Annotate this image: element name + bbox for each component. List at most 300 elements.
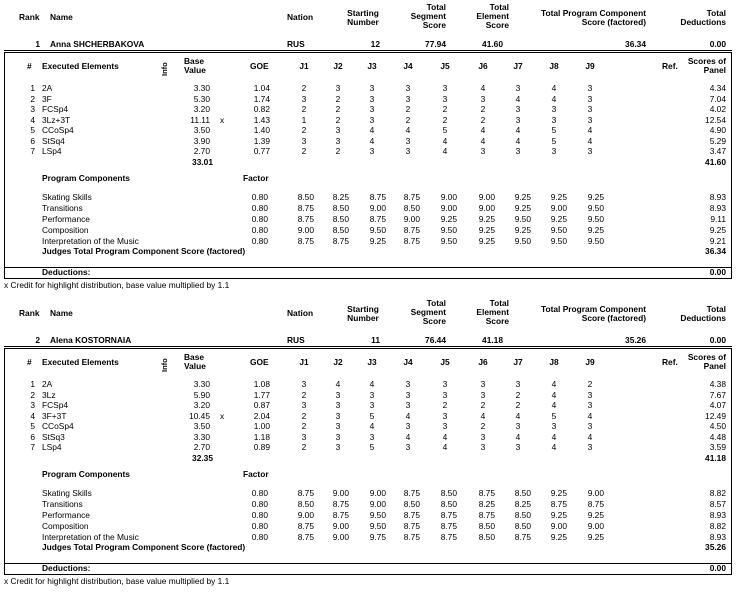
goe-value: 2.04 [253, 410, 270, 421]
component-factor: 0.80 [251, 510, 268, 520]
total-element-score-header: Total [489, 298, 509, 308]
judge-mark: 2 [480, 104, 486, 114]
judge-header: J5 [440, 61, 450, 71]
judge-header: J6 [478, 61, 488, 71]
component-judge-mark: 8.75 [369, 192, 386, 202]
goe-value: 1.08 [253, 379, 270, 389]
component-judge-mark: 9.25 [478, 236, 495, 246]
component-judge-mark: 8.50 [478, 532, 495, 542]
component-score: 8.93 [709, 510, 726, 520]
component-judge-mark: 8.75 [297, 203, 314, 213]
judge-mark: 4 [515, 93, 521, 104]
base-value-total: 33.01 [192, 156, 213, 167]
component-judge-mark: 9.25 [514, 225, 531, 235]
component-judge-mark: 8.75 [332, 499, 349, 509]
component-factor: 0.80 [251, 236, 268, 246]
judge-mark: 2 [301, 146, 307, 156]
judge-mark: 3 [405, 146, 411, 156]
element-number: 7 [30, 442, 35, 452]
component-score: 8.93 [709, 203, 726, 213]
judge-header: J9 [585, 61, 595, 71]
component-name: Performance [42, 214, 90, 224]
component-judge-mark: 8.75 [297, 488, 314, 498]
component-judge-mark: 9.25 [369, 236, 386, 246]
component-name: Skating Skills [42, 488, 92, 498]
scores-of-panel-header: Scores of [687, 56, 726, 66]
total-element-score: 41.18 [482, 335, 503, 345]
component-judge-mark: 8.75 [403, 225, 420, 235]
judge-header: J7 [513, 61, 523, 71]
judge-mark: 4 [480, 410, 486, 421]
component-factor: 0.80 [251, 214, 268, 224]
panel-score: 7.04 [709, 93, 726, 104]
component-factor: 0.80 [251, 225, 268, 235]
element-number: 3 [30, 104, 35, 114]
judge-mark: 4 [369, 135, 375, 146]
component-judge-mark: 8.75 [403, 532, 420, 542]
component-factor: 0.80 [251, 532, 268, 542]
judge-mark: 5 [369, 410, 375, 421]
component-judge-mark: 9.25 [587, 510, 604, 520]
goe-value: 0.77 [253, 146, 270, 156]
component-judge-mark: 9.75 [369, 532, 386, 542]
judges-total-pcs-value: 36.34 [705, 246, 726, 256]
total-pcs-header: Score (factored) [581, 313, 646, 323]
goe-value: 0.89 [253, 442, 270, 452]
element-number: 6 [30, 431, 35, 442]
component-score: 8.82 [709, 488, 726, 498]
component-judge-mark: 8.75 [514, 532, 531, 542]
judge-mark: 3 [405, 93, 411, 104]
scores-of-panel-header: Panel [703, 65, 726, 75]
panel-score: 4.48 [709, 431, 726, 442]
component-name: Interpretation of the Music [42, 532, 139, 542]
judge-mark: 3 [480, 146, 486, 156]
element-number: 4 [30, 410, 35, 421]
judge-mark: 4 [551, 93, 557, 104]
element-name: 3Lz+3T [42, 114, 71, 125]
component-name: Skating Skills [42, 192, 92, 202]
judge-mark: 5 [551, 125, 557, 135]
judge-mark: 4 [442, 442, 448, 452]
executed-elements-header: Executed Elements [42, 61, 119, 71]
judge-mark: 2 [515, 389, 521, 400]
judge-mark: 4 [335, 379, 341, 389]
element-name: 3F [42, 93, 52, 104]
judge-mark: 3 [515, 442, 521, 452]
component-judge-mark: 9.50 [550, 236, 567, 246]
judge-mark: 3 [405, 442, 411, 452]
starting-number: 11 [371, 335, 380, 345]
judge-mark: 2 [405, 114, 411, 125]
summary-underline [4, 346, 732, 347]
element-name: CCoSp4 [42, 125, 74, 135]
judge-mark: 3 [369, 146, 375, 156]
judge-header: J2 [333, 61, 343, 71]
total-deductions: 0.00 [709, 335, 726, 345]
judge-mark: 2 [480, 421, 486, 431]
panel-score: 12.49 [705, 410, 726, 421]
judge-mark: 4 [551, 431, 557, 442]
judge-mark: 2 [442, 104, 448, 114]
panel-score: 7.67 [709, 389, 726, 400]
component-judge-mark: 9.25 [514, 192, 531, 202]
component-judge-mark: 9.50 [514, 214, 531, 224]
component-judge-mark: 9.00 [478, 192, 495, 202]
component-judge-mark: 8.75 [403, 488, 420, 498]
total-element-score-header: Element [476, 11, 509, 21]
component-judge-mark: 9.25 [550, 532, 567, 542]
panel-score: 3.59 [709, 442, 726, 452]
deductions-value: 0.00 [709, 563, 726, 573]
base-value-header: Base [184, 352, 205, 362]
judge-mark: 4 [515, 431, 521, 442]
judge-mark: 3 [301, 431, 307, 442]
judge-mark: 3 [369, 83, 375, 93]
judge-mark: 2 [301, 104, 307, 114]
nation-header: Nation [287, 12, 314, 22]
judge-mark: 2 [301, 410, 307, 421]
component-name: Performance [42, 510, 90, 520]
judge-mark: 3 [301, 93, 307, 104]
total-element-score-header: Element [476, 307, 509, 317]
component-judge-mark: 8.50 [403, 499, 420, 509]
goe-value: 1.39 [253, 135, 270, 146]
component-judge-mark: 9.25 [550, 192, 567, 202]
component-factor: 0.80 [251, 488, 268, 498]
component-judge-mark: 9.00 [332, 532, 349, 542]
judge-header: J4 [403, 61, 413, 71]
component-judge-mark: 8.25 [332, 192, 349, 202]
judge-mark: 3 [442, 83, 448, 93]
judge-mark: 4 [587, 431, 593, 442]
base-value-header: Value [184, 65, 206, 75]
judge-mark: 3 [551, 114, 557, 125]
component-judge-mark: 8.25 [478, 499, 495, 509]
component-judge-mark: 8.75 [403, 236, 420, 246]
total-element-score-header: Total [489, 2, 509, 12]
component-judge-mark: 8.50 [514, 521, 531, 531]
component-judge-mark: 9.00 [550, 203, 567, 213]
judge-header: J1 [299, 357, 309, 367]
goe-value: 1.40 [253, 125, 270, 135]
judge-mark: 5 [551, 410, 557, 421]
judge-mark: 3 [515, 379, 521, 389]
judge-mark: 3 [369, 431, 375, 442]
judge-mark: 3 [515, 146, 521, 156]
component-name: Composition [42, 225, 89, 235]
component-judge-mark: 8.75 [297, 521, 314, 531]
judge-mark: 3 [335, 442, 341, 452]
panel-score: 3.47 [709, 146, 726, 156]
component-judge-mark: 8.50 [403, 203, 420, 213]
element-number: 5 [30, 125, 35, 135]
judge-mark: 4 [551, 400, 557, 410]
element-name: 3Lz [42, 389, 56, 400]
judge-mark: 3 [405, 135, 411, 146]
judge-mark: 4 [551, 389, 557, 400]
base-value: 5.90 [193, 389, 210, 400]
skater-rank: 1 [35, 39, 40, 49]
element-info-mark: x [220, 410, 225, 421]
component-name: Composition [42, 521, 89, 531]
component-judge-mark: 8.50 [440, 488, 457, 498]
component-judge-mark: 9.50 [369, 225, 386, 235]
component-score: 8.82 [709, 521, 726, 531]
judge-mark: 3 [405, 400, 411, 410]
element-name: LSp4 [42, 146, 62, 156]
deductions-box [4, 267, 732, 279]
judge-header: J3 [367, 61, 377, 71]
component-judge-mark: 9.50 [514, 236, 531, 246]
judge-mark: 3 [587, 400, 593, 410]
component-judge-mark: 9.50 [440, 236, 457, 246]
judge-mark: 4 [369, 125, 375, 135]
judge-mark: 3 [301, 135, 307, 146]
judge-mark: 3 [335, 389, 341, 400]
judge-mark: 4 [480, 135, 486, 146]
footnote: x Credit for highlight distribution, base value multiplied by 1.1 [4, 576, 230, 586]
component-score: 8.93 [709, 192, 726, 202]
total-element-score-header: Score [485, 20, 509, 30]
component-judge-mark: 9.50 [369, 510, 386, 520]
component-judge-mark: 9.00 [332, 488, 349, 498]
component-judge-mark: 8.75 [403, 510, 420, 520]
component-judge-mark: 8.75 [403, 192, 420, 202]
skater-nation: RUS [287, 335, 305, 345]
judge-mark: 3 [587, 83, 593, 93]
judge-mark: 5 [369, 442, 375, 452]
total-pcs-header: Score (factored) [581, 17, 646, 27]
judge-mark: 3 [335, 400, 341, 410]
deductions-box [4, 563, 732, 575]
component-name: Interpretation of the Music [42, 236, 139, 246]
judge-mark: 3 [369, 400, 375, 410]
element-number: 4 [30, 114, 35, 125]
component-judge-mark: 8.75 [550, 499, 567, 509]
judge-mark: 4 [405, 410, 411, 421]
judge-mark: 4 [442, 431, 448, 442]
total-segment-score-header: Segment [410, 11, 446, 21]
judge-header: J3 [367, 357, 377, 367]
component-judge-mark: 8.75 [440, 510, 457, 520]
judge-mark: 2 [335, 104, 341, 114]
goe-header: GOE [250, 357, 269, 367]
component-judge-mark: 9.00 [297, 225, 314, 235]
element-number: 1 [30, 379, 35, 389]
component-judge-mark: 8.75 [297, 532, 314, 542]
starting-number-header: Starting [347, 8, 379, 18]
component-score: 9.25 [709, 225, 726, 235]
component-score: 8.93 [709, 532, 726, 542]
judge-mark: 2 [335, 93, 341, 104]
element-number: 2 [30, 389, 35, 400]
judge-mark: 4 [480, 125, 486, 135]
goe-value: 0.87 [253, 400, 270, 410]
component-judge-mark: 8.50 [297, 192, 314, 202]
program-components-header: Program Components [42, 469, 130, 479]
rank-header: Rank [19, 308, 40, 318]
element-number: 2 [30, 93, 35, 104]
component-judge-mark: 9.25 [550, 510, 567, 520]
judge-mark: 3 [369, 114, 375, 125]
judge-mark: 3 [587, 114, 593, 125]
base-value: 3.30 [193, 379, 210, 389]
judge-mark: 3 [515, 104, 521, 114]
panel-score: 4.07 [709, 400, 726, 410]
judge-mark: 3 [335, 410, 341, 421]
component-judge-mark: 8.50 [514, 488, 531, 498]
hash-header: # [27, 357, 32, 367]
panel-score: 4.38 [709, 379, 726, 389]
total-deductions-header: Total [706, 304, 726, 314]
starting-number-header: Number [347, 17, 379, 27]
judge-mark: 3 [335, 125, 341, 135]
total-pcs-header: Total Program Component [541, 304, 646, 314]
judge-mark: 3 [551, 146, 557, 156]
judge-mark: 4 [515, 135, 521, 146]
judge-mark: 5 [551, 135, 557, 146]
factor-header: Factor [243, 469, 269, 479]
judge-mark: 3 [515, 114, 521, 125]
base-value: 3.50 [193, 421, 210, 431]
component-factor: 0.80 [251, 499, 268, 509]
component-judge-mark: 8.75 [332, 236, 349, 246]
component-judge-mark: 9.25 [478, 214, 495, 224]
skater-rank: 2 [35, 335, 40, 345]
base-value: 3.30 [193, 83, 210, 93]
goe-value: 1.43 [253, 114, 270, 125]
judge-mark: 4 [551, 379, 557, 389]
goe-header: GOE [250, 61, 269, 71]
goe-value: 1.77 [253, 389, 270, 400]
judge-mark: 2 [301, 442, 307, 452]
judge-mark: 3 [515, 83, 521, 93]
judge-header: J9 [585, 357, 595, 367]
element-number: 6 [30, 135, 35, 146]
total-segment-score: 76.44 [425, 335, 446, 345]
total-deductions: 0.00 [709, 39, 726, 49]
judge-mark: 3 [335, 421, 341, 431]
element-number: 5 [30, 421, 35, 431]
judge-mark: 4 [551, 83, 557, 93]
judge-mark: 2 [480, 114, 486, 125]
goe-value: 1.00 [253, 421, 270, 431]
component-judge-mark: 8.75 [369, 214, 386, 224]
judge-mark: 2 [335, 146, 341, 156]
judge-mark: 4 [587, 135, 593, 146]
program-components-header: Program Components [42, 173, 130, 183]
rank-header: Rank [19, 12, 40, 22]
judge-mark: 3 [405, 83, 411, 93]
ref-header: Ref. [662, 61, 678, 71]
judge-header: J8 [549, 61, 559, 71]
judge-mark: 4 [405, 125, 411, 135]
skater-nation: RUS [287, 39, 305, 49]
name-header: Name [50, 308, 73, 318]
starting-number-header: Number [347, 313, 379, 323]
judge-mark: 3 [405, 421, 411, 431]
judge-mark: 2 [301, 389, 307, 400]
component-judge-mark: 9.00 [440, 192, 457, 202]
judge-mark: 3 [587, 442, 593, 452]
goe-value: 0.82 [253, 104, 270, 114]
deductions-value: 0.00 [709, 267, 726, 277]
panel-score: 4.50 [709, 421, 726, 431]
total-pcs-header: Total Program Component [541, 8, 646, 18]
component-judge-mark: 8.75 [403, 521, 420, 531]
judge-mark: 2 [301, 125, 307, 135]
panel-score: 12.54 [705, 114, 726, 125]
hash-header: # [27, 61, 32, 71]
component-judge-mark: 9.50 [440, 225, 457, 235]
judge-mark: 4 [480, 83, 486, 93]
panel-score: 5.29 [709, 135, 726, 146]
element-name: StSq3 [42, 431, 65, 442]
judge-mark: 3 [480, 431, 486, 442]
component-judge-mark: 8.50 [478, 521, 495, 531]
deductions-label: Deductions: [42, 267, 91, 277]
judge-mark: 4 [369, 421, 375, 431]
judge-mark: 3 [442, 410, 448, 421]
component-judge-mark: 8.50 [440, 499, 457, 509]
base-value: 3.50 [193, 125, 210, 135]
component-judge-mark: 8.75 [332, 510, 349, 520]
component-factor: 0.80 [251, 192, 268, 202]
base-value: 11.11 [190, 114, 210, 125]
component-judge-mark: 8.25 [514, 499, 531, 509]
component-judge-mark: 8.75 [587, 499, 604, 509]
starting-number: 12 [370, 39, 380, 49]
element-score-total: 41.60 [705, 156, 726, 167]
total-segment-score-header: Total [426, 298, 446, 308]
component-name: Transitions [42, 499, 83, 509]
element-info-mark: x [220, 114, 225, 125]
component-judge-mark: 9.50 [369, 521, 386, 531]
skater-name: Alena KOSTORNAIA [50, 335, 132, 345]
component-judge-mark: 8.50 [332, 225, 349, 235]
total-pcs-score: 36.34 [625, 39, 646, 49]
element-name: FCSp4 [42, 400, 69, 410]
executed-elements-header: Executed Elements [42, 357, 119, 367]
base-value: 3.30 [193, 431, 210, 442]
component-judge-mark: 9.00 [369, 203, 386, 213]
judge-mark: 3 [587, 146, 593, 156]
total-segment-score-header: Total [426, 2, 446, 12]
element-name: LSp4 [42, 442, 62, 452]
judge-mark: 1 [301, 114, 307, 125]
base-value: 2.70 [193, 146, 210, 156]
judge-mark: 3 [369, 389, 375, 400]
component-judge-mark: 9.00 [587, 521, 604, 531]
component-judge-mark: 9.00 [478, 203, 495, 213]
element-name: 3F+3T [42, 410, 67, 421]
judge-mark: 2 [301, 83, 307, 93]
component-judge-mark: 8.50 [332, 203, 349, 213]
judge-mark: 2 [405, 104, 411, 114]
judge-mark: 3 [442, 93, 448, 104]
element-name: StSq4 [42, 135, 65, 146]
base-value-total: 32.35 [192, 452, 213, 463]
info-header: Info [160, 358, 169, 372]
judge-mark: 4 [405, 431, 411, 442]
component-judge-mark: 9.50 [587, 236, 604, 246]
base-value-header: Base [184, 56, 205, 66]
judge-mark: 3 [480, 389, 486, 400]
component-judge-mark: 9.00 [369, 499, 386, 509]
component-score: 9.11 [710, 214, 726, 224]
goe-value: 1.04 [253, 83, 270, 93]
